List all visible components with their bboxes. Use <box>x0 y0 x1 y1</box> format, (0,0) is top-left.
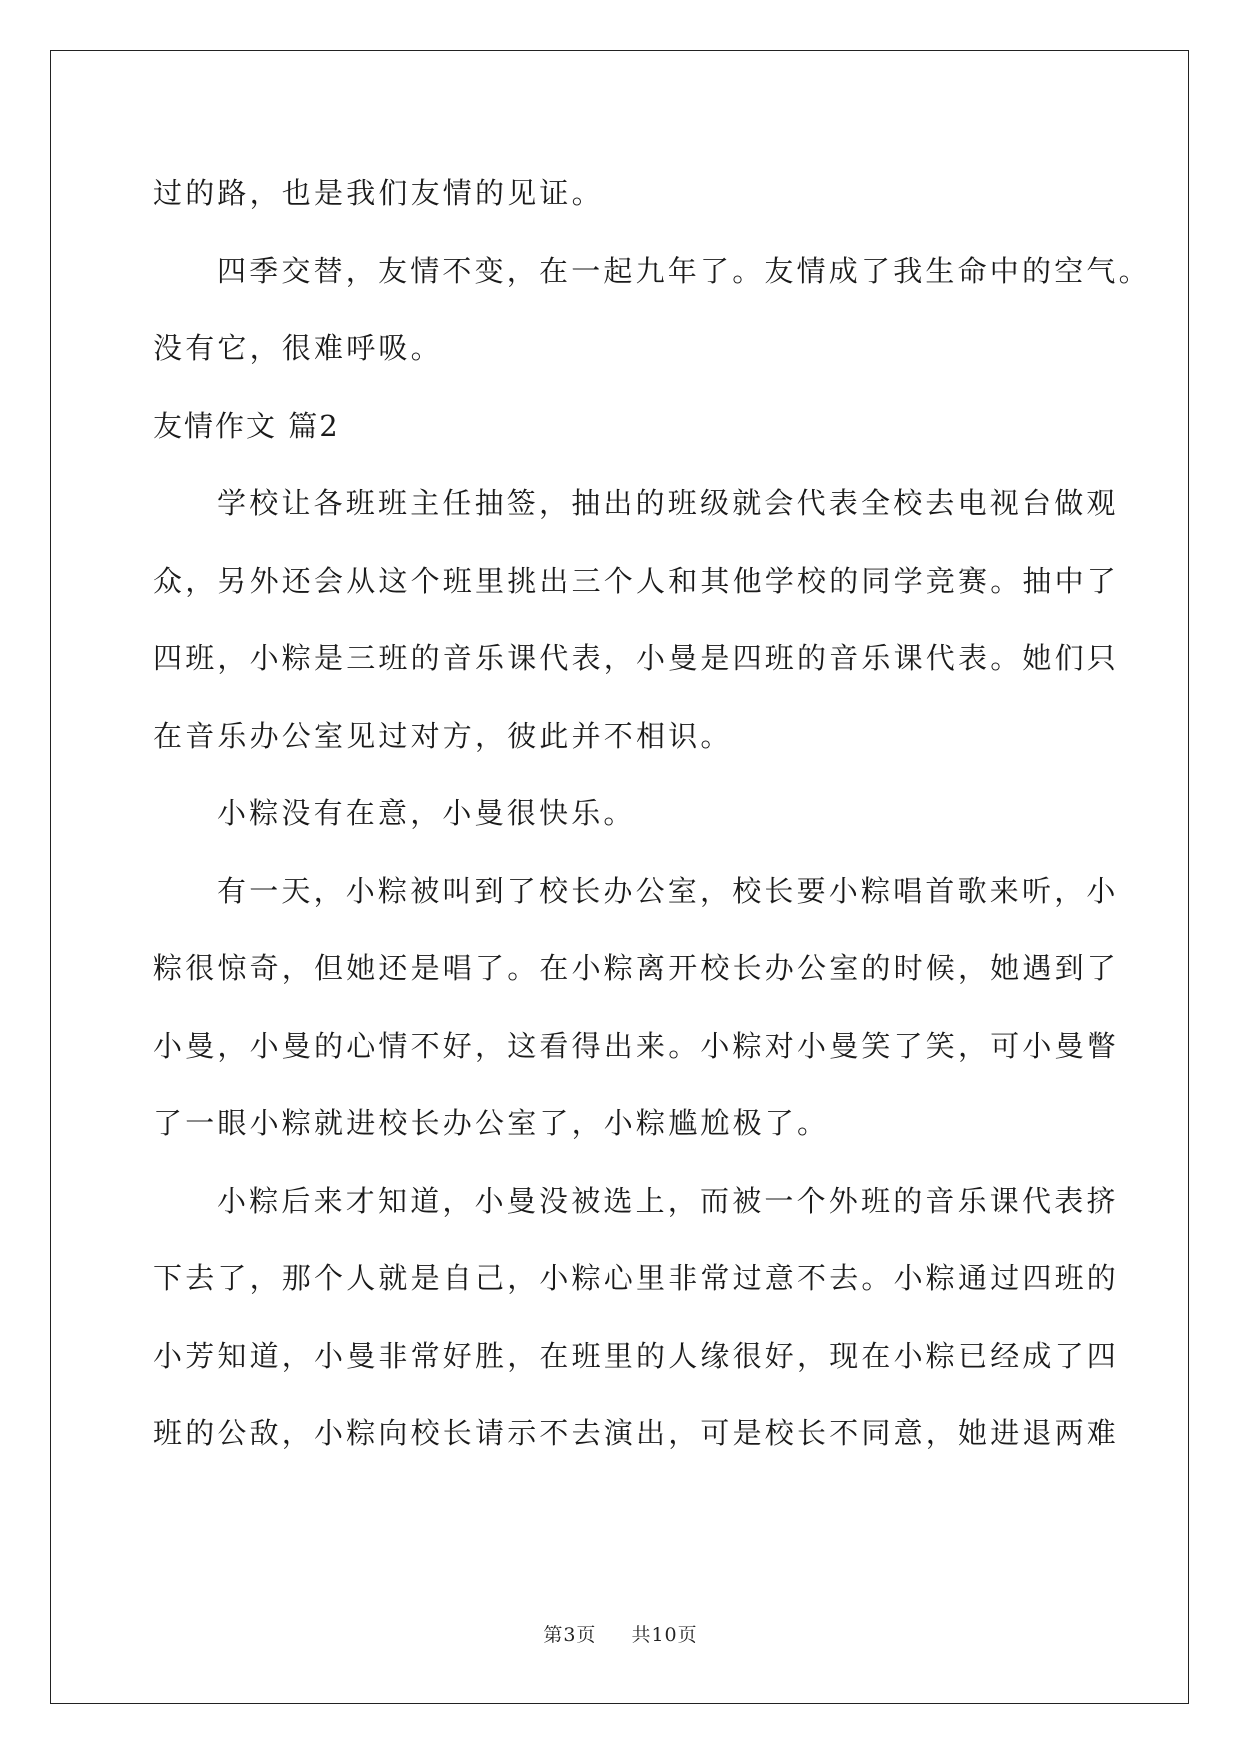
text-line: 小曼，小曼的心情不好，这看得出来。小粽对小曼笑了笑，可小曼瞥 <box>153 1028 1120 1063</box>
text-line: 学校让各班班主任抽签，抽出的班级就会代表全校去电视台做观 <box>217 486 1119 520</box>
text-line: 小芳知道，小曼非常好胜，在班里的人缘很好，现在小粽已经成了四 <box>153 1338 1120 1373</box>
section-heading: 友情作文 篇2 <box>153 408 340 443</box>
page-total: 共10页 <box>631 1624 698 1646</box>
text-line: 没有它，很难呼吸。 <box>153 331 443 365</box>
page-number: 第3页 <box>543 1624 597 1646</box>
text-line: 四班，小粽是三班的音乐课代表，小曼是四班的音乐课代表。她们只 <box>153 641 1120 675</box>
text-line: 下去了，那个人就是自己，小粽心里非常过意不去。小粽通过四班的 <box>153 1261 1120 1295</box>
text-line: 小粽后来才知道，小曼没被选上，而被一个外班的音乐课代表挤 <box>217 1183 1119 1218</box>
text-line: 在音乐办公室见过对方，彼此并不相识。 <box>153 718 733 753</box>
text-line: 有一天，小粽被叫到了校长办公室，校长要小粽唱首歌来听，小 <box>217 873 1119 908</box>
text-line: 众，另外还会从这个班里挑出三个人和其他学校的同学竞赛。抽中了 <box>153 563 1120 598</box>
text-line: 班的公敌，小粽向校长请示不去演出，可是校长不同意，她进退两难 <box>153 1416 1120 1450</box>
text-line: 四季交替，友情不变，在一起九年了。友情成了我生命中的空气。 <box>217 253 1151 288</box>
text-line: 了一眼小粽就进校长办公室了，小粽尴尬极了。 <box>153 1106 830 1140</box>
text-line: 小粽没有在意，小曼很快乐。 <box>217 796 636 830</box>
document-body <box>153 155 1151 1473</box>
page-footer <box>0 1620 1241 1647</box>
text-line: 粽很惊奇，但她还是唱了。在小粽离开校长办公室的时候，她遇到了 <box>153 951 1120 985</box>
text-line: 过的路，也是我们友情的见证。 <box>153 176 604 210</box>
